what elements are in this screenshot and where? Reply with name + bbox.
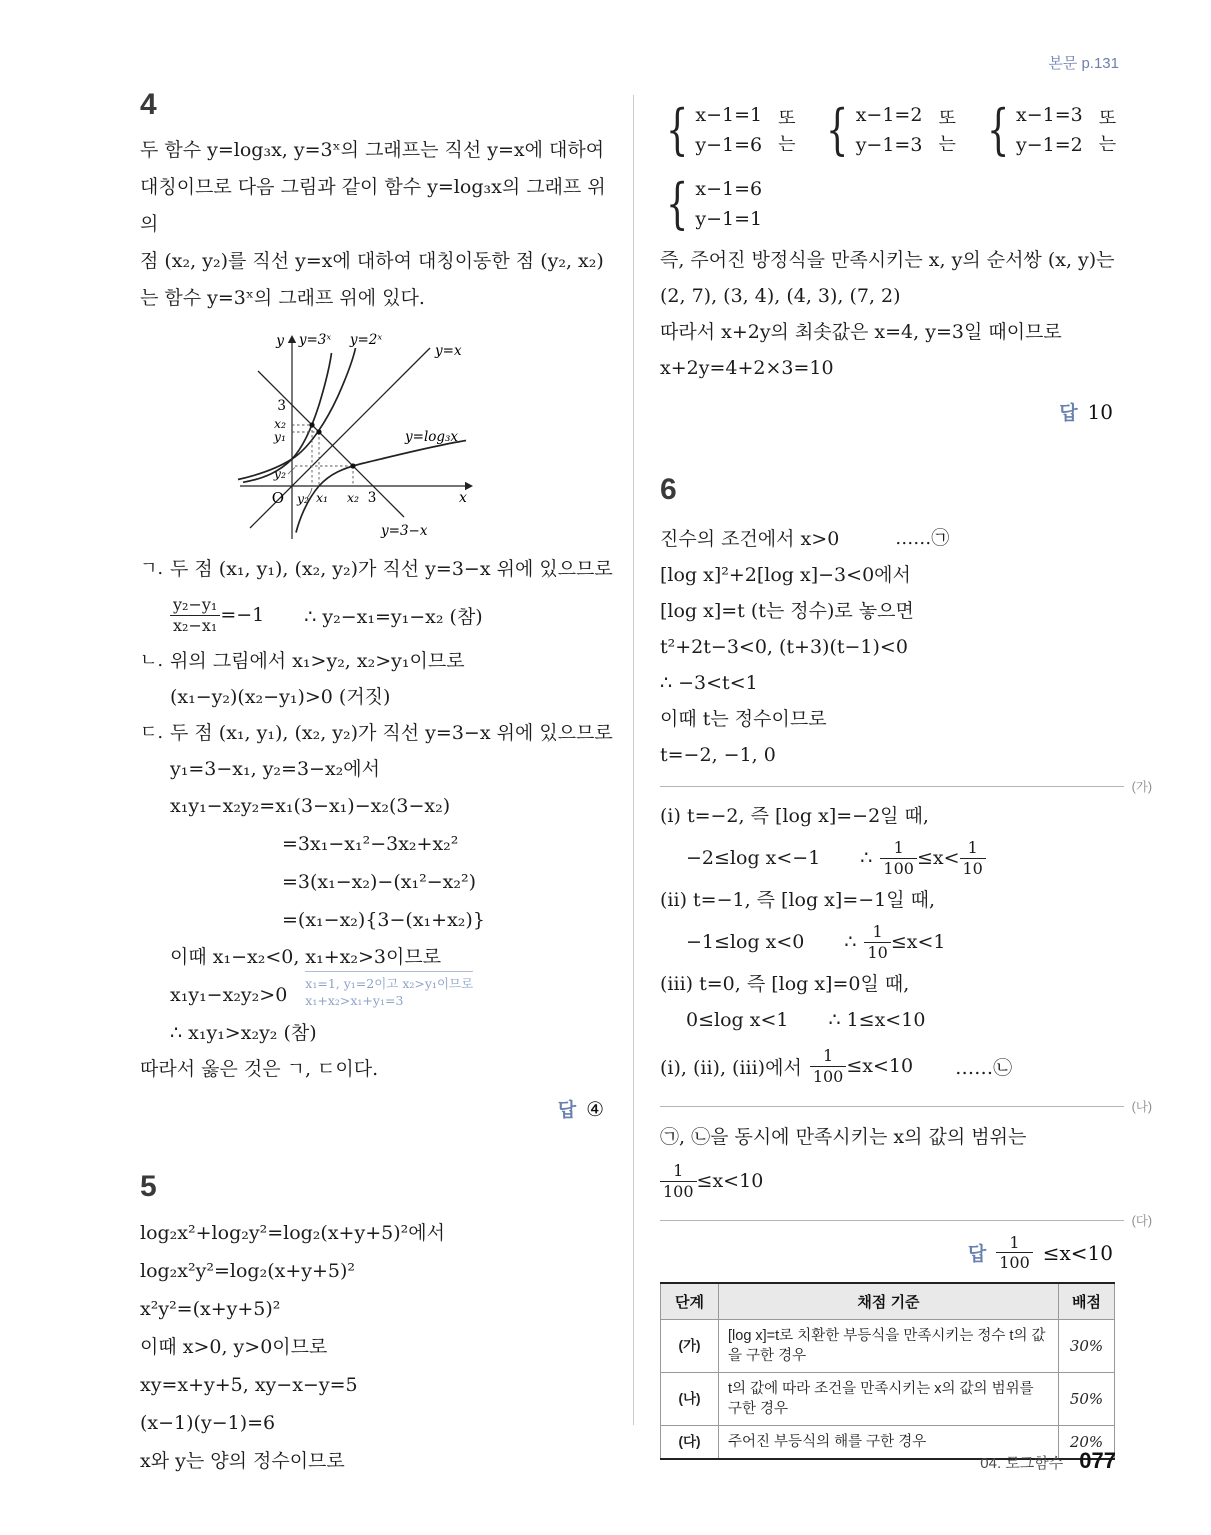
brace-icon: { — [826, 98, 849, 161]
problem-6-lines — [660, 521, 1125, 773]
grading-table — [660, 1282, 1115, 1460]
brace-icon: { — [666, 98, 689, 161]
fraction-numerator: 1 — [967, 838, 978, 858]
solution-line: ㉠, ㉡을 동시에 만족시키는 x의 값의 범위는 — [660, 1126, 1027, 1148]
inequality-mid: ≤x< — [916, 847, 960, 869]
solution-line: 두 점 (x₁, y₁), (x₂, y₂)가 직선 y=3−x 위에 있으므로 — [170, 558, 613, 580]
problem-5-lines — [140, 1214, 622, 1480]
inequality-mid: ≤x<1 — [890, 931, 946, 953]
x-axis-label: x — [459, 490, 467, 506]
equation-line: =3(x₁−x₂)−(x₁²−x₂²) — [282, 871, 476, 893]
equation-line: =3x₁−x₁²−3x₂+x₂² — [282, 833, 459, 855]
problem-6-number: 6 — [660, 473, 677, 506]
system-eq-top: x−1=3 — [1016, 104, 1083, 126]
solution-line: t²+2t−3<0, (t+3)(t−1)<0 — [660, 636, 908, 658]
equation-line: x₁y₁−x₂y₂=x₁(3−x₁)−x₂(3−x₂) — [170, 795, 451, 817]
solution-line: 진수의 조건에서 x>0 — [660, 528, 840, 550]
equation-system — [981, 100, 1083, 160]
system-eq-top: x−1=2 — [855, 104, 923, 126]
problem-4-number: 4 — [140, 88, 157, 121]
equation-systems-row — [660, 100, 1125, 160]
fraction — [864, 922, 890, 961]
or-separator: 또는 — [778, 108, 796, 154]
xtick-x2: x₂ — [346, 490, 360, 505]
equation-system — [660, 174, 762, 234]
answer-value: ④ — [586, 1096, 604, 1121]
solution-line: log₂x²y²=log₂(x+y+5)² — [140, 1260, 356, 1282]
table-cell-criteria: 주어진 부등식의 해를 구한 경우 — [719, 1426, 1059, 1460]
therefore: ∴ — [844, 931, 857, 953]
xtick-3: 3 — [367, 490, 377, 506]
page-footer — [980, 1448, 1116, 1474]
line-label-yx: y=x — [435, 343, 462, 359]
solution-line: xy=x+y+5, xy−x−y=5 — [140, 1374, 358, 1396]
inequality: −1≤log x<0 — [686, 931, 805, 953]
y-axis-label: y — [276, 333, 284, 349]
solution-line: 이때 x₁−x₂<0, x₁+x₂>3이므로 — [170, 946, 442, 968]
curve-label-log: y=log₃x — [405, 429, 459, 445]
solution-line: log₂x²+log₂y²=log₂(x+y+5)²에서 — [140, 1222, 445, 1244]
case-1-head: (i) t=−2, 즉 [log x]=−2일 때, — [660, 805, 929, 827]
or-separator: 또는 — [1098, 108, 1117, 154]
table-row — [661, 1320, 1115, 1373]
rule-line — [660, 786, 1124, 787]
item-d — [140, 715, 622, 1051]
grading-rule-na — [660, 1099, 1152, 1113]
fraction-denominator: 10 — [864, 942, 890, 962]
solution-line: x₁y₁−x₂y₂>0 — [170, 984, 288, 1006]
equation-rhs: =−1 — [220, 604, 265, 626]
fraction — [960, 838, 986, 877]
graph-figure — [232, 331, 482, 543]
xtick-y2: y₂ — [296, 491, 310, 506]
fraction-line — [170, 587, 622, 643]
system-eq-top: x−1=1 — [695, 104, 763, 126]
solution-line: ∴ x₁y₁>x₂y₂ (참) — [170, 1022, 317, 1044]
curve-label-2x: y=2ˣ — [349, 332, 383, 348]
solution-line: 는 함수 y=3ˣ의 그래프 위에 있다. — [140, 287, 425, 309]
inequality-mid: ≤x<10 — [846, 1055, 914, 1077]
margin-note-line: x₁+x₂>x₁+y₁=3 — [305, 993, 404, 1008]
conclusion-line: 따라서 옳은 것은 ㄱ, ㄷ이다. — [140, 1058, 379, 1080]
fraction-numerator: 1 — [822, 1046, 834, 1066]
rule-label: (다) — [1131, 1214, 1152, 1228]
fraction — [660, 1161, 697, 1200]
page-reference: 본문 p.131 — [1048, 55, 1119, 72]
summary-pre: (i), (ii), (iii)에서 — [660, 1056, 802, 1079]
final-range-line — [660, 1155, 1125, 1207]
solution-line: 즉, 주어진 방정식을 만족시키는 x, y의 순서쌍 (x, y)는 — [660, 249, 1115, 271]
fraction-numerator: 1 — [1009, 1233, 1020, 1252]
or-separator: 또는 — [938, 108, 956, 154]
ytick-y1: y₁ — [273, 429, 286, 444]
equation-system — [820, 100, 922, 160]
equation-systems-row — [660, 174, 1125, 234]
fraction-denominator: 100 — [810, 1066, 847, 1086]
curve-label-3x: y=3ˣ — [298, 332, 332, 348]
point-on-2x — [316, 429, 321, 434]
system-eq-bottom: y−1=2 — [1016, 134, 1083, 156]
table-cell-step: (가) — [661, 1320, 719, 1373]
footer-chapter: 04. 로그함수 — [980, 1455, 1064, 1472]
fraction-denominator: 100 — [996, 1252, 1033, 1272]
table-cell-score: 50% — [1059, 1373, 1115, 1426]
rule-line — [660, 1106, 1124, 1107]
conclusion-text: ∴ 1≤x<10 — [828, 1009, 926, 1031]
case-2-head: (ii) t=−1, 즉 [log x]=−1일 때, — [660, 889, 936, 911]
solution-line: [log x]²+2[log x]−3<0에서 — [660, 564, 911, 586]
column-divider — [633, 95, 634, 1425]
solution-line: 위의 그림에서 x₁>y₂, x₂>y₁이므로 — [170, 650, 465, 672]
table-cell-step: (다) — [661, 1426, 719, 1460]
solution-line: x와 y는 양의 정수이므로 — [140, 1450, 345, 1472]
solution-line: 두 점 (x₁, y₁), (x₂, y₂)가 직선 y=3−x 위에 있으므로 — [170, 722, 613, 744]
solution-line: 점 (x₂, y₂)를 직선 y=x에 대하여 대칭이동한 점 (y₂, x₂) — [140, 250, 604, 272]
case-3-head: (iii) t=0, 즉 [log x]=0일 때, — [660, 973, 910, 995]
grading-rule-ga — [660, 779, 1152, 793]
fraction-numerator: 1 — [893, 838, 904, 858]
ytick-x2: x₂ — [273, 416, 286, 431]
ytick-3: 3 — [277, 398, 286, 414]
table-header-criteria: 채점 기준 — [719, 1283, 1059, 1320]
rule-label: (가) — [1131, 780, 1152, 794]
solution-line-with-ref — [660, 521, 1125, 557]
margin-note — [305, 971, 473, 1009]
point-on-log — [350, 463, 355, 468]
case-2-body — [660, 917, 1125, 967]
problem-5-number: 5 — [140, 1170, 157, 1203]
curve-3-to-x — [243, 353, 332, 482]
y-axis-arrow-icon — [288, 335, 296, 343]
therefore: ∴ — [860, 847, 873, 869]
item-marker: ㄷ. — [140, 722, 164, 743]
reference-mark: ……㉡ — [955, 1056, 1013, 1079]
table-header-score: 배점 — [1059, 1283, 1115, 1320]
solution-line: x²y²=(x+y+5)² — [140, 1298, 281, 1320]
xtick-x1: x₁ — [315, 490, 329, 505]
answer-label: 답 — [557, 1100, 577, 1121]
brace-icon: { — [986, 98, 1010, 161]
equation-system — [660, 100, 762, 160]
solution-line: 두 함수 y=log₃x, y=3ˣ의 그래프는 직선 y=x에 대하여 — [140, 139, 605, 161]
problem-5-continued — [660, 242, 1125, 386]
system-eq-bottom: y−1=6 — [695, 134, 763, 156]
summary-line — [660, 1039, 1125, 1093]
table-cell-score: 20% — [1059, 1426, 1115, 1460]
margin-note-line: x₁=1, y₁=2이고 x₂>y₁이므로 — [305, 976, 474, 991]
solution-line: 대칭이므로 다음 그림과 같이 함수 y=log₃x의 그래프 위의 — [140, 176, 606, 235]
point-on-3x — [309, 422, 314, 427]
fraction-denominator: x₂−x₁ — [170, 615, 220, 635]
curve-2-to-x — [238, 348, 356, 480]
ytick-y2: y₂ — [273, 466, 286, 481]
table-cell-step: (나) — [661, 1373, 719, 1426]
fraction-denominator: 10 — [960, 858, 986, 878]
answer-value: 10 — [1087, 399, 1113, 424]
system-eq-top: x−1=6 — [695, 178, 763, 200]
solution-line: 이때 x>0, y>0이므로 — [140, 1336, 328, 1358]
equation-line: =(x₁−x₂){3−(x₁+x₂)} — [282, 909, 485, 931]
fraction — [810, 1046, 847, 1085]
system-eq-bottom: y−1=3 — [855, 134, 923, 156]
solution-line: (2, 7), (3, 4), (4, 3), (7, 2) — [660, 285, 901, 307]
fraction-denominator: 100 — [660, 1181, 697, 1201]
solution-line: (x₁−y₂)(x₂−y₁)>0 (거짓) — [170, 686, 391, 708]
solution-line: 따라서 x+2y의 최솟값은 x=4, y=3일 때이므로 — [660, 321, 1062, 343]
fraction — [170, 595, 220, 634]
answer-value: ≤x<10 — [1042, 1240, 1113, 1265]
table-cell-criteria: [log x]=t로 치환한 부등식을 만족시키는 정수 t의 값을 구한 경우 — [719, 1320, 1059, 1373]
right-column — [660, 88, 1152, 1460]
solution-line: x+2y=4+2×3=10 — [660, 357, 834, 379]
inequality: 0≤log x<1 — [686, 1009, 789, 1031]
conclusion-text: ∴ y₂−x₁=y₁−x₂ (참) — [304, 605, 483, 628]
item-marker: ㄴ. — [140, 650, 164, 671]
answer-row — [140, 1095, 622, 1122]
fraction — [880, 838, 917, 877]
inequality-mid: ≤x<10 — [696, 1170, 764, 1192]
fraction-numerator: 1 — [872, 922, 883, 942]
solution-line: ∴ −3<t<1 — [660, 672, 758, 694]
answer-label: 답 — [1059, 403, 1078, 424]
solution-line: [log x]=t (t는 정수)로 놓으면 — [660, 600, 914, 622]
fraction — [996, 1233, 1033, 1272]
case-1-body — [660, 833, 1125, 883]
x-axis-arrow-icon — [465, 482, 473, 490]
rule-label: (나) — [1131, 1100, 1152, 1114]
item-g — [140, 551, 622, 643]
reference-mark: ……㉠ — [895, 528, 950, 549]
table-header-row — [661, 1283, 1115, 1320]
left-column — [140, 88, 622, 1480]
answer-row — [660, 1233, 1125, 1272]
footer-page-number: 077 — [1079, 1448, 1116, 1473]
rule-line — [660, 1220, 1124, 1221]
line-label-3mx: y=3−x — [381, 523, 428, 539]
item-n — [140, 643, 622, 715]
fraction-numerator: y₂−y₁ — [173, 595, 218, 615]
fraction-numerator: 1 — [673, 1161, 684, 1181]
fraction-denominator: 100 — [880, 858, 917, 878]
solution-line: (x−1)(y−1)=6 — [140, 1412, 276, 1434]
table-header-step: 단계 — [661, 1283, 719, 1320]
table-row — [661, 1373, 1115, 1426]
solution-line-with-note — [170, 975, 622, 1015]
inequality: −2≤log x<−1 — [686, 847, 821, 869]
item-marker: ㄱ. — [140, 558, 164, 579]
answer-label: 답 — [967, 1244, 987, 1266]
problem-4-intro — [140, 132, 622, 317]
solution-line: 이때 t는 정수이므로 — [660, 708, 827, 730]
answer-row — [660, 398, 1125, 425]
table-cell-criteria: t의 값에 따라 조건을 만족시키는 x의 값의 범위를 구한 경우 — [719, 1373, 1059, 1426]
solution-line: t=−2, −1, 0 — [660, 744, 776, 766]
grading-rule-da — [660, 1213, 1152, 1227]
system-eq-bottom: y−1=1 — [695, 208, 763, 230]
table-cell-score: 30% — [1059, 1320, 1115, 1373]
brace-icon: { — [666, 172, 689, 235]
case-3-body — [660, 1001, 1125, 1039]
solution-line: y₁=3−x₁, y₂=3−x₂에서 — [170, 758, 381, 780]
origin-label: O — [271, 489, 284, 507]
